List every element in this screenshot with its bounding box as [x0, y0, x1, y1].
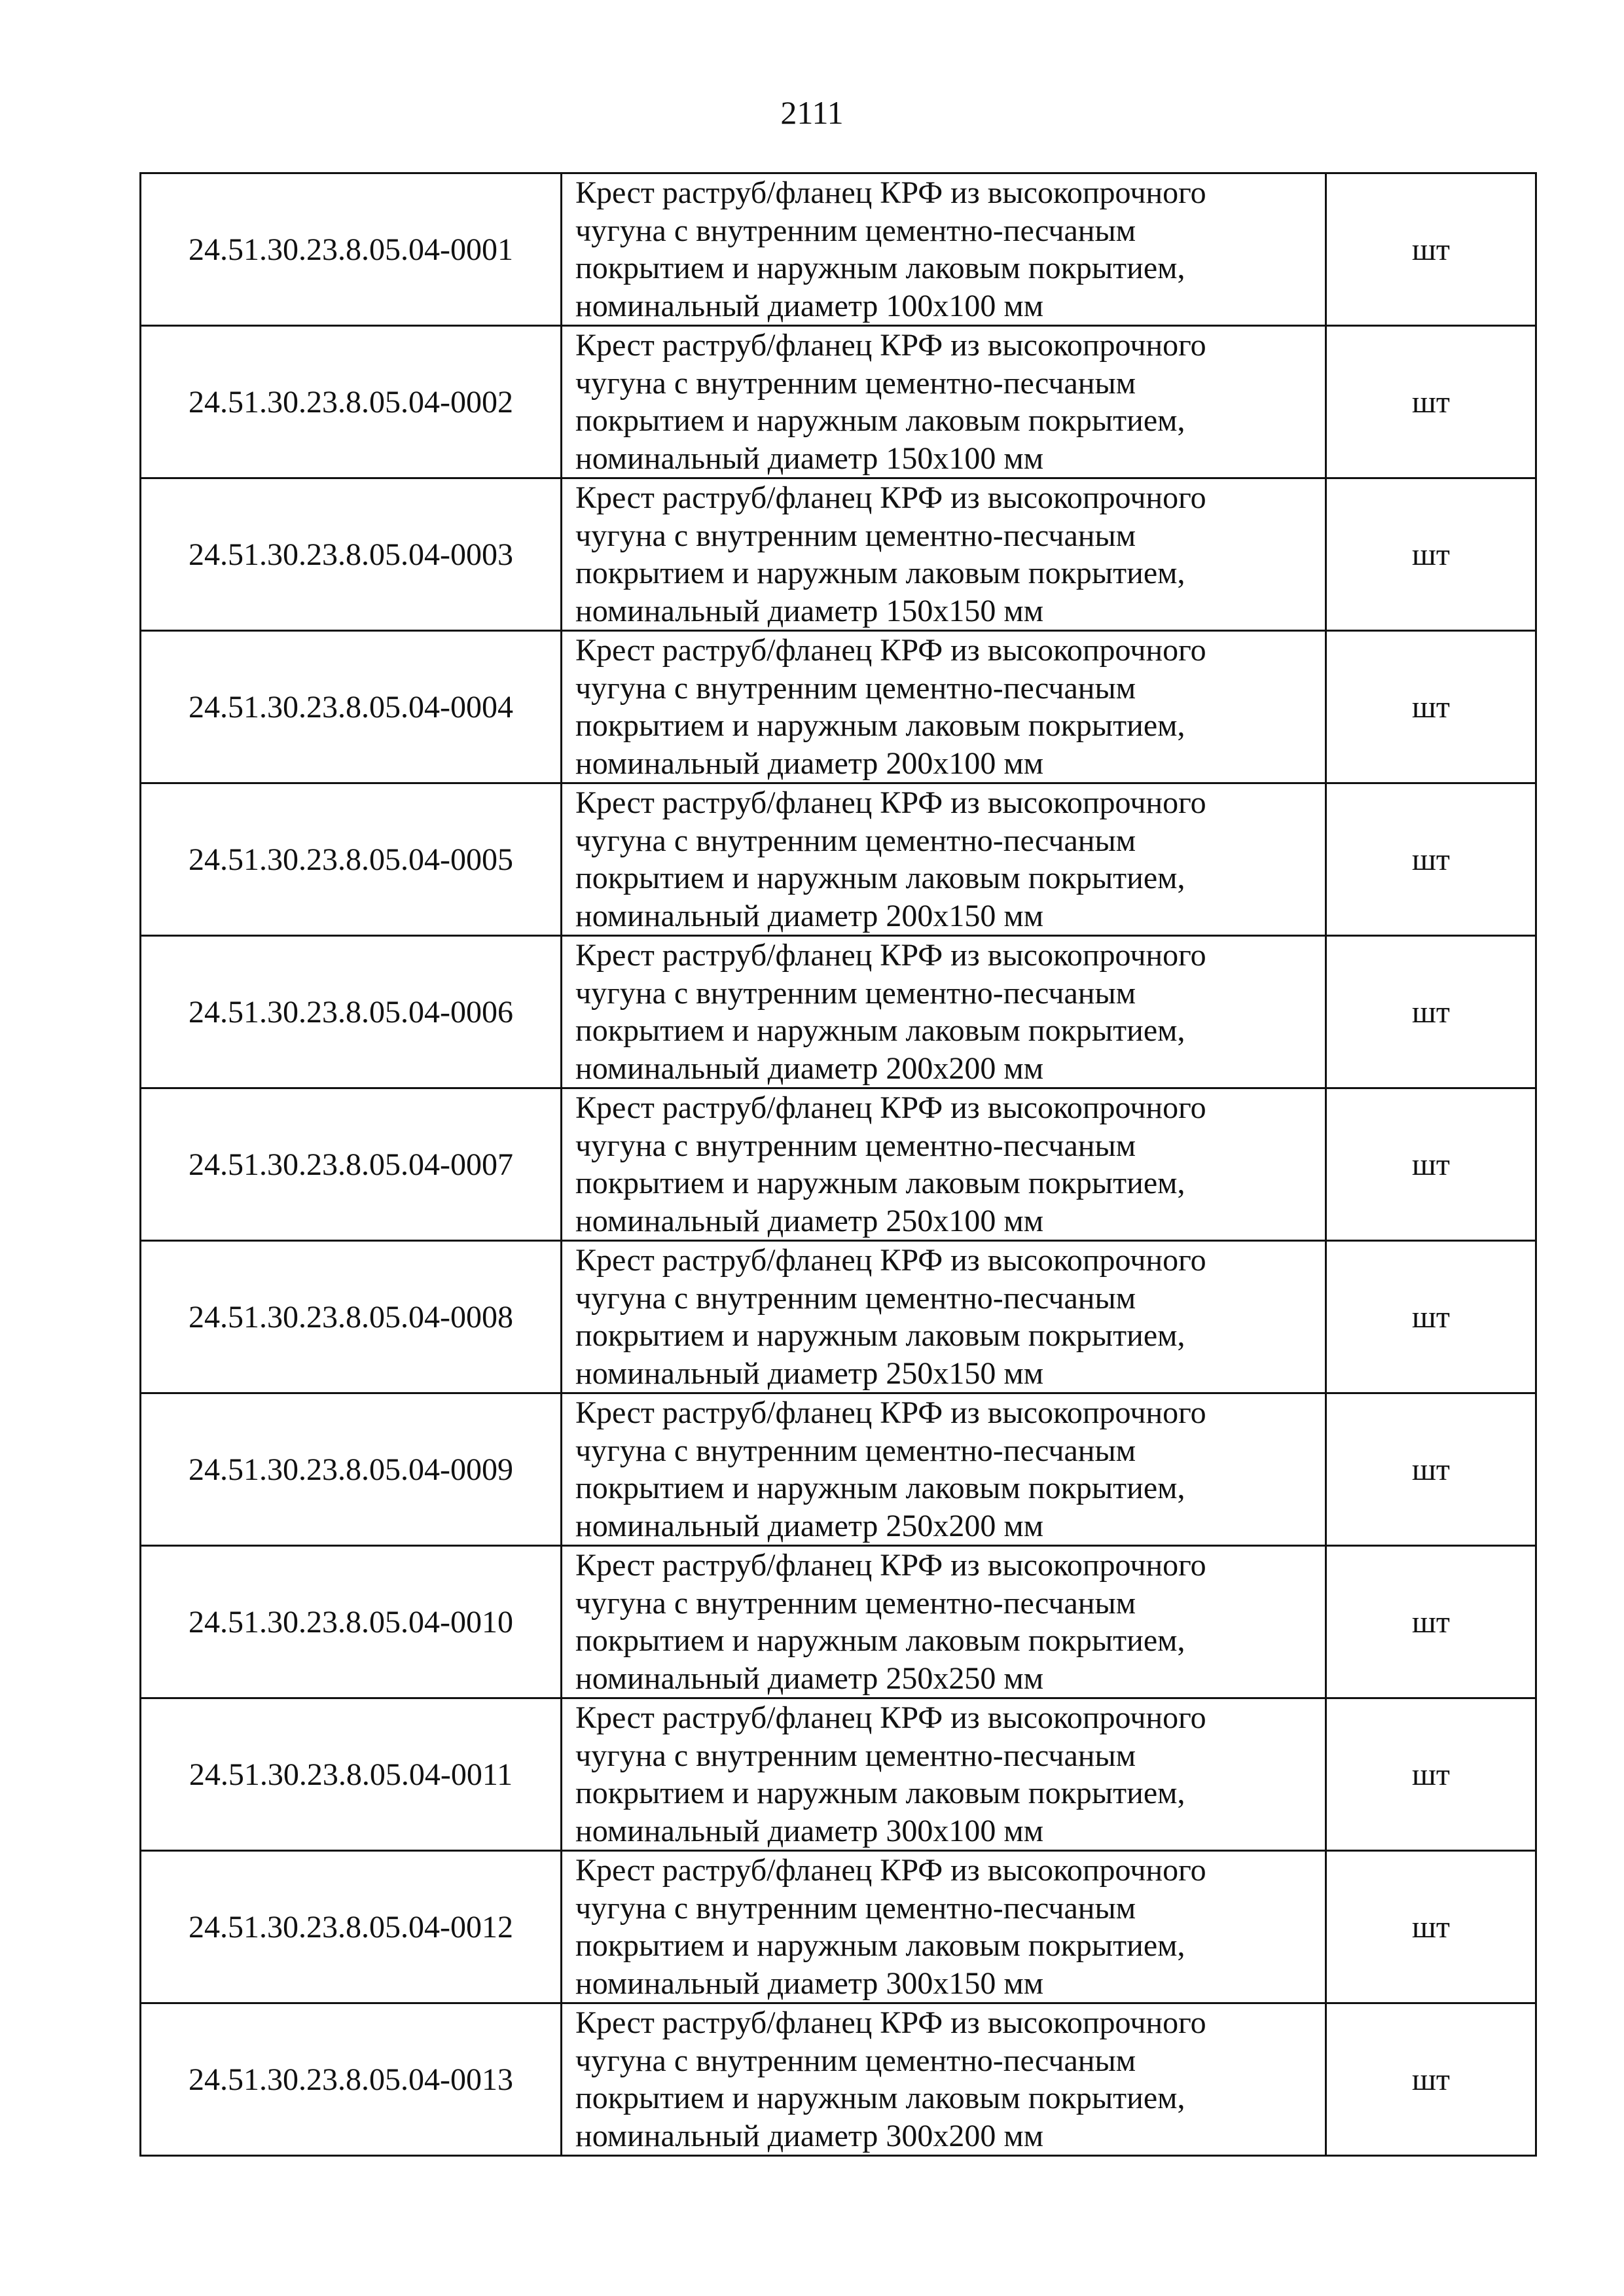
description-line: номинальный диаметр 300х100 мм [575, 1813, 1044, 1848]
description-line: номинальный диаметр 250х250 мм [575, 1660, 1044, 1696]
description-line: номинальный диаметр 150х150 мм [575, 593, 1044, 628]
unit-cell: шт [1326, 1851, 1536, 2003]
unit-cell: шт [1326, 1698, 1536, 1851]
resource-description-cell [562, 173, 1326, 326]
description-line: покрытием и наружным лаковым покрытием, [575, 251, 1185, 285]
unit-cell: шт [1326, 1393, 1536, 1546]
catalog-table [139, 172, 1537, 2157]
resource-code-cell: 24.51.30.23.8.05.04-0013 [141, 2003, 562, 2156]
description-line: Крест раструб/фланец КРФ из высокопрочного [575, 938, 1206, 973]
description-line: чугуна с внутренним цементно-песчаным [575, 1280, 1136, 1316]
resource-description-cell [562, 1851, 1326, 2003]
description-line: чугуна с внутренним цементно-песчаным [575, 1128, 1136, 1163]
description-line: Крест раструб/фланец КРФ из высокопрочного [575, 1243, 1206, 1278]
resource-code-cell: 24.51.30.23.8.05.04-0009 [141, 1393, 562, 1546]
table-row [141, 1698, 1536, 1851]
description-line: Крест раструб/фланец КРФ из высокопрочного [575, 2005, 1206, 2040]
table-row [141, 1393, 1536, 1546]
resource-description-cell [562, 1546, 1326, 1698]
resource-description-cell [562, 783, 1326, 936]
description-line: покрытием и наружным лаковым покрытием, [575, 1776, 1185, 1810]
resource-code-cell: 24.51.30.23.8.05.04-0004 [141, 631, 562, 783]
resource-code-cell: 24.51.30.23.8.05.04-0002 [141, 326, 562, 478]
description-line: номинальный диаметр 250х100 мм [575, 1203, 1044, 1238]
description-line: номинальный диаметр 300х200 мм [575, 2118, 1044, 2153]
table-row [141, 1088, 1536, 1241]
description-line: Крест раструб/фланец КРФ из высокопрочного [575, 785, 1206, 820]
description-line: покрытием и наружным лаковым покрытием, [575, 1318, 1185, 1353]
description-line: Крест раструб/фланец КРФ из высокопрочного [575, 480, 1206, 515]
description-line: покрытием и наружным лаковым покрытием, [575, 403, 1185, 438]
resource-description-cell [562, 2003, 1326, 2156]
resource-code-cell: 24.51.30.23.8.05.04-0003 [141, 478, 562, 631]
description-line: покрытием и наружным лаковым покрытием, [575, 1623, 1185, 1658]
description-line: Крест раструб/фланец КРФ из высокопрочного [575, 328, 1206, 363]
table-row [141, 478, 1536, 631]
description-line: чугуна с внутренним цементно-песчаным [575, 518, 1136, 553]
catalog-table-body [141, 173, 1536, 2156]
description-line: Крест раструб/фланец КРФ из высокопрочного [575, 1548, 1206, 1583]
description-line: номинальный диаметр 200х100 мм [575, 745, 1044, 781]
description-line: чугуна с внутренним цементно-песчаным [575, 1433, 1136, 1468]
description-line: покрытием и наружным лаковым покрытием, [575, 708, 1185, 743]
description-line: чугуна с внутренним цементно-песчаным [575, 2043, 1136, 2078]
description-line: покрытием и наружным лаковым покрытием, [575, 2081, 1185, 2115]
description-line: чугуна с внутренним цементно-песчаным [575, 365, 1136, 401]
description-line: чугуна с внутренним цементно-песчаным [575, 1585, 1136, 1621]
resource-description-cell [562, 326, 1326, 478]
resource-description-cell [562, 936, 1326, 1088]
resource-description-cell [562, 1088, 1326, 1241]
description-line: номинальный диаметр 150х100 мм [575, 440, 1044, 476]
description-line: Крест раструб/фланец КРФ из высокопрочного [575, 1395, 1206, 1430]
description-line: чугуна с внутренним цементно-песчаным [575, 1738, 1136, 1773]
description-line: номинальный диаметр 250х200 мм [575, 1508, 1044, 1543]
description-line: номинальный диаметр 200х200 мм [575, 1050, 1044, 1086]
table-row [141, 631, 1536, 783]
resource-description-cell [562, 478, 1326, 631]
resource-description-cell [562, 631, 1326, 783]
resource-description-cell [562, 1241, 1326, 1393]
resource-code-cell: 24.51.30.23.8.05.04-0010 [141, 1546, 562, 1698]
description-line: покрытием и наружным лаковым покрытием, [575, 556, 1185, 590]
description-line: чугуна с внутренним цементно-песчаным [575, 975, 1136, 1011]
resource-code-cell: 24.51.30.23.8.05.04-0007 [141, 1088, 562, 1241]
unit-cell: шт [1326, 478, 1536, 631]
description-line: Крест раструб/фланец КРФ из высокопрочного [575, 1700, 1206, 1735]
description-line: номинальный диаметр 200х150 мм [575, 898, 1044, 933]
description-line: чугуна с внутренним цементно-песчаным [575, 1890, 1136, 1926]
unit-cell: шт [1326, 631, 1536, 783]
description-line: Крест раструб/фланец КРФ из высокопрочного [575, 175, 1206, 210]
table-row [141, 2003, 1536, 2156]
table-row [141, 1851, 1536, 2003]
description-line: Крест раструб/фланец КРФ из высокопрочного [575, 633, 1206, 668]
resource-code-cell: 24.51.30.23.8.05.04-0011 [141, 1698, 562, 1851]
description-line: номинальный диаметр 100х100 мм [575, 288, 1044, 323]
description-line: чугуна с внутренним цементно-песчаным [575, 213, 1136, 248]
resource-code-cell: 24.51.30.23.8.05.04-0001 [141, 173, 562, 326]
description-line: чугуна с внутренним цементно-песчаным [575, 823, 1136, 858]
resource-code-cell: 24.51.30.23.8.05.04-0005 [141, 783, 562, 936]
table-row [141, 326, 1536, 478]
unit-cell: шт [1326, 326, 1536, 478]
table-row [141, 1546, 1536, 1698]
description-line: номинальный диаметр 300х150 мм [575, 1965, 1044, 2001]
resource-description-cell [562, 1698, 1326, 1851]
unit-cell: шт [1326, 1241, 1536, 1393]
table-row [141, 173, 1536, 326]
resource-code-cell: 24.51.30.23.8.05.04-0012 [141, 1851, 562, 2003]
table-row [141, 1241, 1536, 1393]
table-row [141, 783, 1536, 936]
resource-code-cell: 24.51.30.23.8.05.04-0008 [141, 1241, 562, 1393]
description-line: покрытием и наружным лаковым покрытием, [575, 1166, 1185, 1200]
table-row [141, 936, 1536, 1088]
description-line: покрытием и наружным лаковым покрытием, [575, 861, 1185, 895]
unit-cell: шт [1326, 1546, 1536, 1698]
description-line: покрытием и наружным лаковым покрытием, [575, 1471, 1185, 1505]
resource-code-cell: 24.51.30.23.8.05.04-0006 [141, 936, 562, 1088]
description-line: Крест раструб/фланец КРФ из высокопрочного [575, 1090, 1206, 1125]
description-line: покрытием и наружным лаковым покрытием, [575, 1013, 1185, 1048]
unit-cell: шт [1326, 783, 1536, 936]
unit-cell: шт [1326, 2003, 1536, 2156]
unit-cell: шт [1326, 1088, 1536, 1241]
description-line: чугуна с внутренним цементно-песчаным [575, 670, 1136, 706]
unit-cell: шт [1326, 936, 1536, 1088]
resource-description-cell [562, 1393, 1326, 1546]
unit-cell: шт [1326, 173, 1536, 326]
description-line: номинальный диаметр 250х150 мм [575, 1355, 1044, 1391]
description-line: покрытием и наружным лаковым покрытием, [575, 1928, 1185, 1963]
page-number: 2111 [780, 94, 844, 131]
description-line: Крест раструб/фланец КРФ из высокопрочного [575, 1853, 1206, 1888]
